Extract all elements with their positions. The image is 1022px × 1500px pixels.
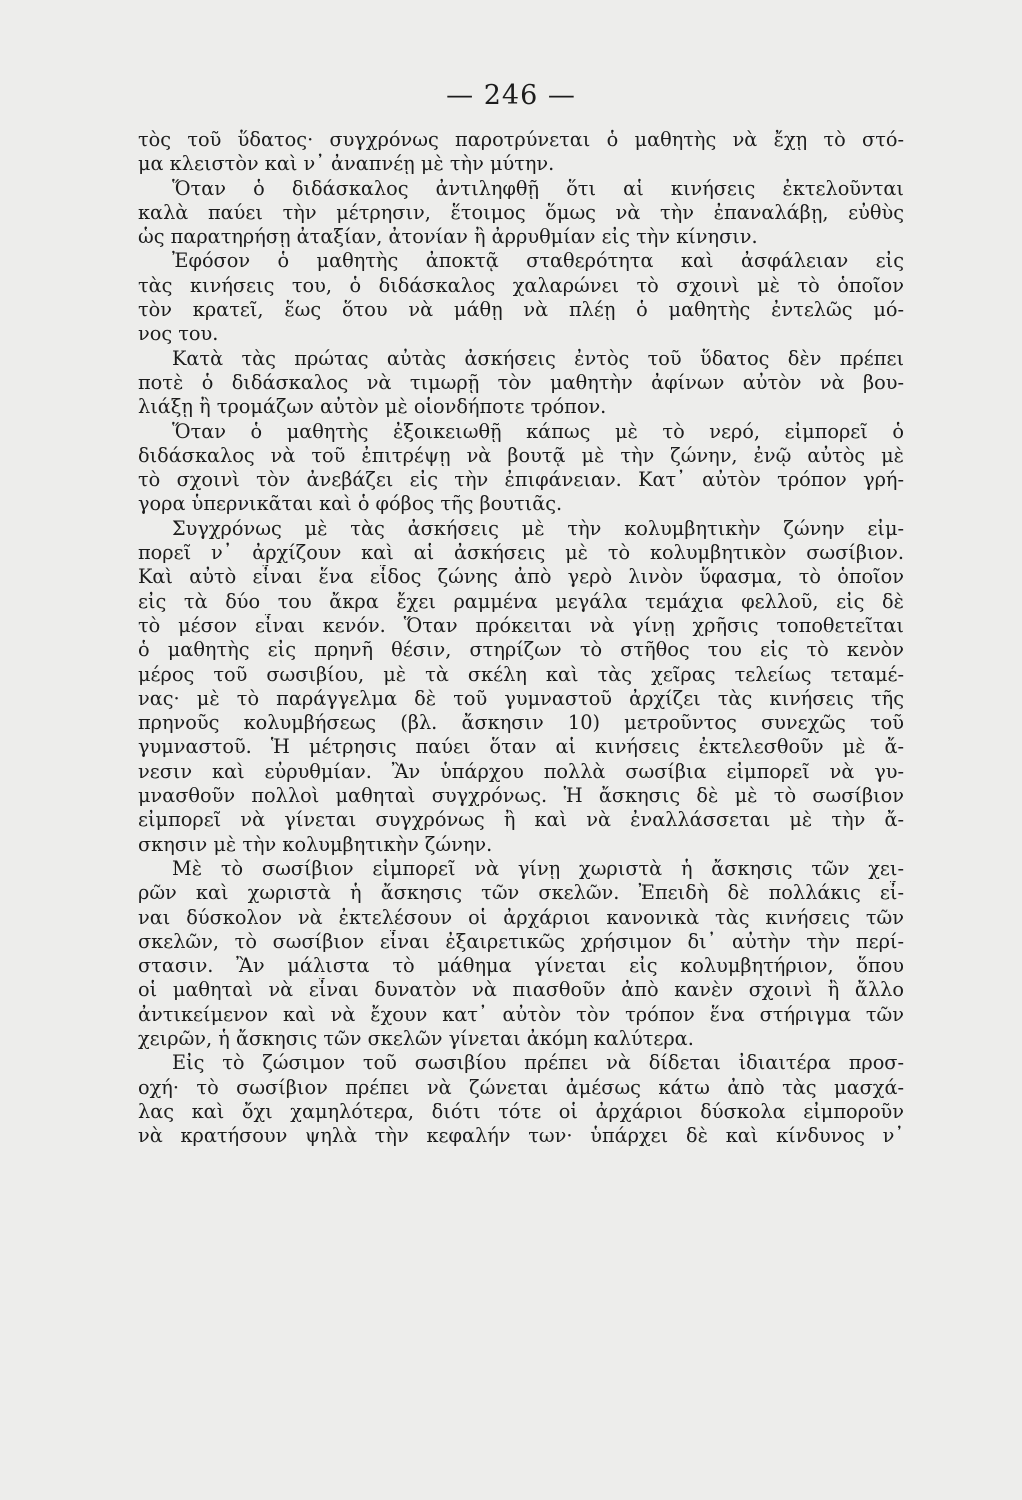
text-line: ναι δύσκολον νὰ ἐκτελέσουν οἱ ἀρχάριοι κανονικὰ τὰς κινήσεις τῶν <box>138 905 904 929</box>
text-line: ὁ μαθητὴς εἰς πρηνῆ θέσιν, στηρίζων τὸ στῆθος του εἰς τὸ κενὸν <box>138 638 904 662</box>
text-line: τὰς κινήσεις του, ὁ διδάσκαλος χαλαρώνει τὸ σχοινὶ μὲ τὸ ὁποῖον <box>138 273 904 297</box>
text-line: Συγχρόνως μὲ τὰς ἀσκήσεις μὲ τὴν κολυμβητικὴν ζώνην εἰμ- <box>172 516 904 540</box>
text-line: λιάξῃ ἢ τρομάζων αὐτὸν μὲ οἱονδήποτε τρόπον. <box>138 395 607 419</box>
page-number: — 246 — <box>446 80 576 111</box>
text-line: Ὅταν ὁ διδάσκαλος ἀντιληφθῇ ὅτι αἱ κινήσεις ἐκτελοῦνται <box>172 176 904 200</box>
text-line: νὰ κρατήσουν ψηλὰ τὴν κεφαλήν των· ὑπάρχει δὲ καὶ κίνδυνος ν᾽ <box>138 1124 904 1148</box>
text-line: εἰμπορεῖ νὰ γίνεται συγχρόνως ἢ καὶ νὰ ἐναλλάσσεται μὲ τὴν ἄ- <box>138 808 904 832</box>
text-line: νας· μὲ τὸ παράγγελμα δὲ τοῦ γυμναστοῦ ἀρχίζει τὰς κινήσεις τῆς <box>138 686 904 710</box>
text-line: εἰς τὰ δύο του ἄκρα ἔχει ραμμένα μεγάλα τεμάχια φελλοῦ, εἰς δὲ <box>138 589 904 613</box>
text-line: πρηνοῦς κολυμβήσεως (βλ. ἄσκησιν 10) μετροῦντος συνεχῶς τοῦ <box>138 711 904 735</box>
text-line: καλὰ παύει τὴν μέτρησιν, ἕτοιμος ὅμως νὰ τὴν ἐπαναλάβῃ, εὐθὺς <box>138 200 904 224</box>
text-line: μνασθοῦν πολλοὶ μαθηταὶ συγχρόνως. Ἡ ἄσκησις δὲ μὲ τὸ σωσίβιον <box>138 784 904 808</box>
text-line: νος του. <box>138 322 219 346</box>
body-text <box>138 128 904 1148</box>
text-line: οχή· τὸ σωσίβιον πρέπει νὰ ζώνεται ἀμέσως κάτω ἀπὸ τὰς μασχά- <box>138 1075 904 1099</box>
text-line: τὸ σχοινὶ τὸν ἀνεβάζει εἰς τὴν ἐπιφάνειαν. Κατ᾽ αὐτὸν τρόπον γρή- <box>138 468 904 492</box>
text-line: γυμναστοῦ. Ἡ μέτρησις παύει ὅταν αἱ κινήσεις ἐκτελεσθοῦν μὲ ἄ- <box>138 735 904 759</box>
text-line: ἀντικείμενον καὶ νὰ ἔχουν κατ᾽ αὐτὸν τὸν τρόπον ἕνα στήριγμα τῶν <box>138 1002 904 1026</box>
text-line: τὸν κρατεῖ, ἕως ὅτου νὰ μάθῃ νὰ πλέῃ ὁ μαθητὴς ἐντελῶς μό- <box>138 298 904 322</box>
text-line: μέρος τοῦ σωσιβίου, μὲ τὰ σκέλη καὶ τὰς χεῖρας τελείως τεταμέ- <box>138 662 904 686</box>
text-line: Καὶ αὐτὸ εἶναι ἕνα εἶδος ζώνης ἀπὸ γερὸ λινὸν ὕφασμα, τὸ ὁποῖον <box>138 565 904 589</box>
text-line: Κατὰ τὰς πρώτας αὐτὰς ἀσκήσεις ἐντὸς τοῦ ὕδατος δὲν πρέπει <box>172 346 904 370</box>
text-line: τὸς τοῦ ὕδατος· συγχρόνως παροτρύνεται ὁ μαθητὴς νὰ ἔχῃ τὸ στό- <box>138 128 904 151</box>
text-line: μα κλειστὸν καὶ ν᾽ ἀναπνέῃ μὲ τὴν μύτην. <box>138 152 555 176</box>
text-line: ποτὲ ὁ διδάσκαλος νὰ τιμωρῇ τὸν μαθητὴν ἀφίνων αὐτὸν νὰ βου- <box>138 370 904 394</box>
text-line: λας καὶ ὄχι χαμηλότερα, διότι τότε οἱ ἀρχάριοι δύσκολα εἰμποροῦν <box>138 1099 904 1123</box>
text-line: Μὲ τὸ σωσίβιον εἰμπορεῖ νὰ γίνῃ χωριστὰ ἡ ἄσκησις τῶν χει- <box>172 856 904 880</box>
text-line: διδάσκαλος νὰ τοῦ ἐπιτρέψῃ νὰ βουτᾷ μὲ τὴν ζώνην, ἐνῷ αὐτὸς μὲ <box>138 443 904 467</box>
text-line: γορα ὑπερνικᾶται καὶ ὁ φόβος τῆς βουτιᾶς. <box>138 492 563 516</box>
text-line: Ὅταν ὁ μαθητὴς ἐξοικειωθῇ κάπως μὲ τὸ νερό, εἰμπορεῖ ὁ <box>172 419 904 443</box>
text-line: οἱ μαθηταὶ νὰ εἶναι δυνατὸν νὰ πιασθοῦν ἀπὸ κανὲν σχοινὶ ἢ ἄλλο <box>138 978 904 1002</box>
text-line: χειρῶν, ἡ ἄσκησις τῶν σκελῶν γίνεται ἀκόμη καλύτερα. <box>138 1026 694 1050</box>
text-line: πορεῖ ν᾽ ἀρχίζουν καὶ αἱ ἀσκήσεις μὲ τὸ κολυμβητικὸν σωσίβιον. <box>138 541 904 565</box>
text-line: νεσιν καὶ εὐρυθμίαν. Ἂν ὑπάρχου πολλὰ σωσίβια εἰμπορεῖ νὰ γυ- <box>138 759 904 783</box>
text-line: τὸ μέσον εἶναι κενόν. Ὅταν πρόκειται νὰ γίνῃ χρῆσις τοποθετεῖται <box>138 613 904 637</box>
text-line: ὡς παρατηρήσῃ ἀταξίαν, ἀτονίαν ἢ ἀρρυθμίαν εἰς τὴν κίνησιν. <box>138 225 758 249</box>
text-line: Εἰς τὸ ζώσιμον τοῦ σωσιβίου πρέπει νὰ δίδεται ἰδιαιτέρα προσ- <box>172 1051 904 1075</box>
text-line: ρῶν καὶ χωριστὰ ἡ ἄσκησις τῶν σκελῶν. Ἐπειδὴ δὲ πολλάκις εἶ- <box>138 881 904 905</box>
text-line: Ἐφόσον ὁ μαθητὴς ἀποκτᾷ σταθερότητα καὶ ἀσφάλειαν εἰς <box>172 249 904 273</box>
text-line: σκελῶν, τὸ σωσίβιον εἶναι ἐξαιρετικῶς χρήσιμον δι᾽ αὐτὴν τὴν περί- <box>138 929 904 953</box>
text-line: στασιν. Ἂν μάλιστα τὸ μάθημα γίνεται εἰς κολυμβητήριον, ὅπου <box>138 954 904 978</box>
text-line: σκησιν μὲ τὴν κολυμβητικὴν ζώνην. <box>138 832 493 856</box>
